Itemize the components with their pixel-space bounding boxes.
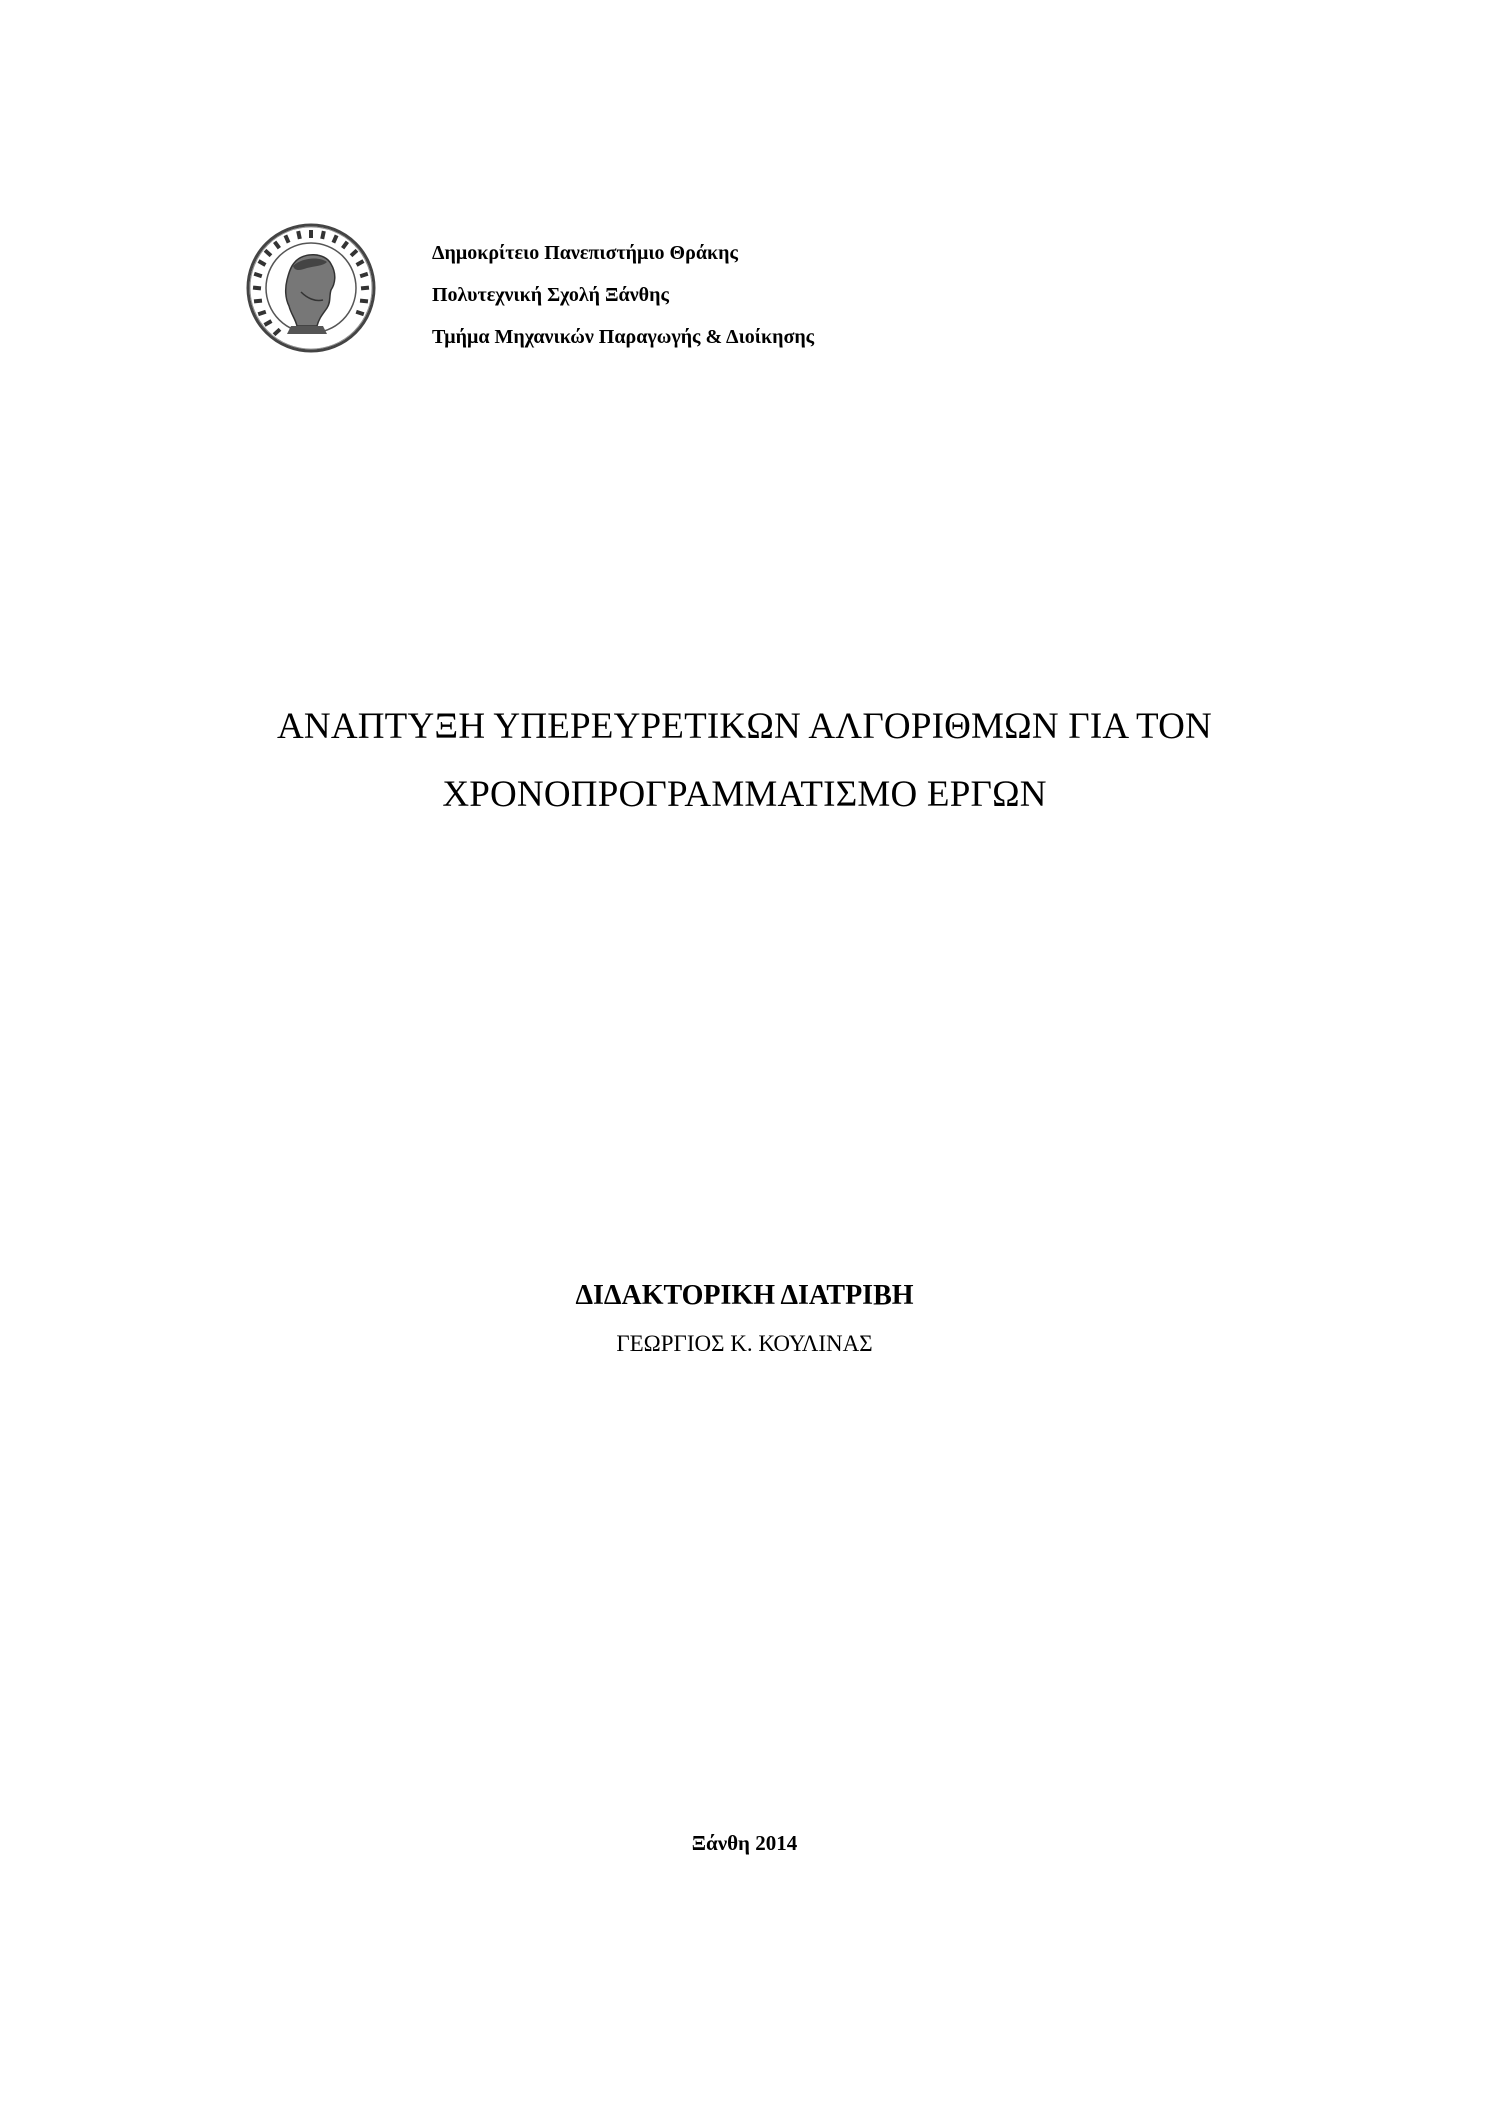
thesis-title — [0, 693, 1489, 829]
thesis-title-line-2: ΧΡΟΝΟΠΡΟΓΡΑΜΜΑΤΙΣΜΟ ΕΡΓΩΝ — [442, 774, 1047, 815]
thesis-title-line-1: ΑΝΑΠΤΥΞΗ ΥΠΕΡΕΥΡΕΤΙΚΩΝ ΑΛΓΟΡΙΘΜΩΝ ΓΙΑ ΤΟΝ — [277, 706, 1212, 747]
author-name: ΓΕΩΡΓΙΟΣ Κ. ΚΟΥΛΙΝΑΣ — [616, 1331, 873, 1356]
thesis-type: ΔΙΔΑΚΤΟΡΙΚΗ ΔΙΑΤΡΙΒΗ — [575, 1280, 914, 1311]
institution-header — [432, 232, 814, 358]
university-seal-icon — [245, 222, 377, 354]
school-name: Πολυτεχνική Σχολή Ξάνθης — [432, 284, 669, 306]
place-and-date: Ξάνθη 2014 — [691, 1831, 798, 1855]
department-name: Τμήμα Μηχανικών Παραγωγής & Διοίκησης — [432, 326, 815, 348]
university-name: Δημοκρίτειο Πανεπιστήμιο Θράκης — [432, 242, 738, 264]
